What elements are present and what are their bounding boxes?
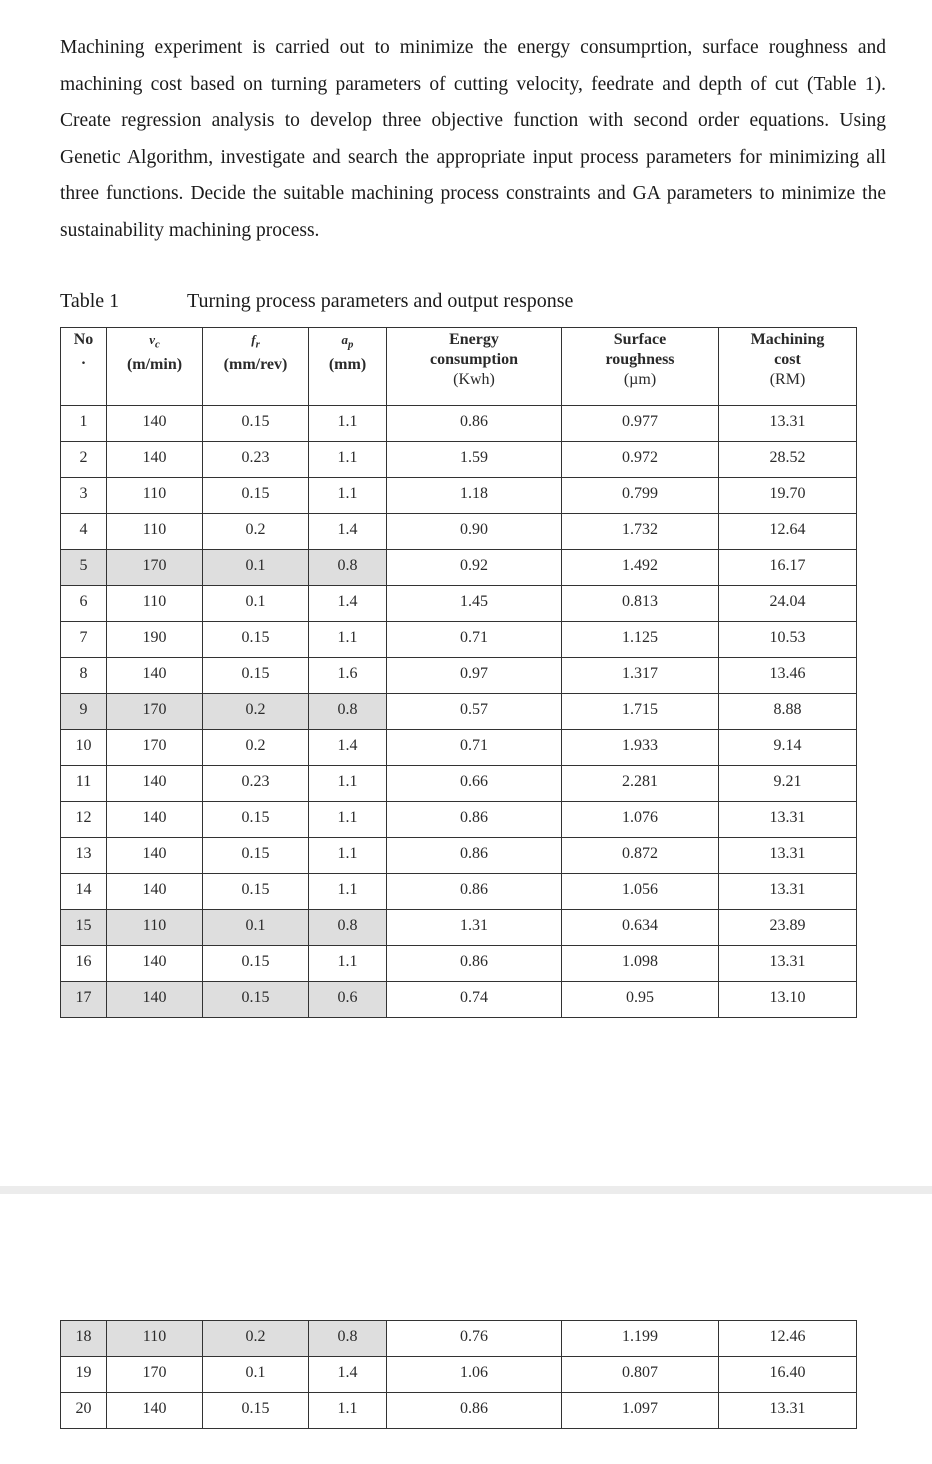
cell-roughness: 1.933 bbox=[562, 730, 719, 766]
cell-cost: 13.31 bbox=[719, 802, 857, 838]
table-row bbox=[61, 1321, 857, 1357]
cell-ap: 1.6 bbox=[309, 658, 387, 694]
table-row bbox=[61, 982, 857, 1018]
cell-no: 1 bbox=[61, 406, 107, 442]
cell-no: 9 bbox=[61, 694, 107, 730]
cell-no: 19 bbox=[61, 1357, 107, 1393]
vc-symbol: $v_c$ bbox=[149, 332, 160, 351]
cell-no: 15 bbox=[61, 910, 107, 946]
cell-no: 20 bbox=[61, 1393, 107, 1429]
cell-vc: 110 bbox=[107, 910, 203, 946]
cell-cost: 8.88 bbox=[719, 694, 857, 730]
cell-vc: 110 bbox=[107, 478, 203, 514]
fr-symbol: $f_r$ bbox=[251, 332, 260, 351]
cell-ap: 1.4 bbox=[309, 514, 387, 550]
cell-vc: 140 bbox=[107, 838, 203, 874]
cell-roughness: 0.813 bbox=[562, 586, 719, 622]
cell-ap: 1.4 bbox=[309, 730, 387, 766]
cell-fr: 0.15 bbox=[203, 838, 309, 874]
cell-ap: 1.1 bbox=[309, 838, 387, 874]
cell-cost: 12.46 bbox=[719, 1321, 857, 1357]
cell-vc: 110 bbox=[107, 586, 203, 622]
cell-cost: 28.52 bbox=[719, 442, 857, 478]
cell-cost: 19.70 bbox=[719, 478, 857, 514]
cell-no: 7 bbox=[61, 622, 107, 658]
cell-energy: 0.71 bbox=[387, 622, 562, 658]
cell-roughness: 0.977 bbox=[562, 406, 719, 442]
header-feedrate: $f_r$ (mm/rev) bbox=[203, 328, 309, 406]
table-row bbox=[61, 586, 857, 622]
cell-energy: 0.57 bbox=[387, 694, 562, 730]
cell-fr: 0.15 bbox=[203, 802, 309, 838]
cell-cost: 13.31 bbox=[719, 1393, 857, 1429]
cell-ap: 0.6 bbox=[309, 982, 387, 1018]
cell-vc: 140 bbox=[107, 442, 203, 478]
cell-vc: 170 bbox=[107, 730, 203, 766]
header-depth-of-cut: $a_p$ (mm) bbox=[309, 328, 387, 406]
table-row bbox=[61, 694, 857, 730]
cell-roughness: 1.199 bbox=[562, 1321, 719, 1357]
cell-no: 14 bbox=[61, 874, 107, 910]
cell-vc: 140 bbox=[107, 946, 203, 982]
cell-energy: 0.86 bbox=[387, 946, 562, 982]
table-row bbox=[61, 1357, 857, 1393]
cell-fr: 0.2 bbox=[203, 730, 309, 766]
cell-energy: 0.86 bbox=[387, 802, 562, 838]
cell-vc: 140 bbox=[107, 766, 203, 802]
cell-energy: 0.90 bbox=[387, 514, 562, 550]
table-row bbox=[61, 1393, 857, 1429]
cell-cost: 13.46 bbox=[719, 658, 857, 694]
cell-cost: 9.14 bbox=[719, 730, 857, 766]
cell-fr: 0.1 bbox=[203, 910, 309, 946]
cell-roughness: 2.281 bbox=[562, 766, 719, 802]
cell-energy: 0.66 bbox=[387, 766, 562, 802]
cell-roughness: 1.056 bbox=[562, 874, 719, 910]
results-table-continued bbox=[60, 1320, 857, 1429]
table-row bbox=[61, 478, 857, 514]
cell-fr: 0.15 bbox=[203, 946, 309, 982]
table-row bbox=[61, 874, 857, 910]
cell-energy: 0.76 bbox=[387, 1321, 562, 1357]
cell-fr: 0.15 bbox=[203, 478, 309, 514]
cell-cost: 13.31 bbox=[719, 874, 857, 910]
cell-ap: 1.1 bbox=[309, 946, 387, 982]
cell-vc: 140 bbox=[107, 802, 203, 838]
table-row bbox=[61, 622, 857, 658]
cell-energy: 0.74 bbox=[387, 982, 562, 1018]
cell-ap: 1.4 bbox=[309, 586, 387, 622]
cell-no: 8 bbox=[61, 658, 107, 694]
results-table bbox=[60, 327, 857, 1018]
cell-roughness: 0.872 bbox=[562, 838, 719, 874]
cell-ap: 1.1 bbox=[309, 622, 387, 658]
cell-ap: 1.4 bbox=[309, 1357, 387, 1393]
cell-fr: 0.15 bbox=[203, 1393, 309, 1429]
cell-energy: 1.06 bbox=[387, 1357, 562, 1393]
table-label: Table 1 bbox=[60, 290, 120, 312]
cell-ap: 1.1 bbox=[309, 442, 387, 478]
cell-energy: 0.86 bbox=[387, 406, 562, 442]
table-row bbox=[61, 910, 857, 946]
cell-roughness: 1.097 bbox=[562, 1393, 719, 1429]
cell-energy: 1.59 bbox=[387, 442, 562, 478]
header-cost: Machining cost (RM) bbox=[719, 328, 857, 406]
table-row bbox=[61, 406, 857, 442]
cell-roughness: 1.125 bbox=[562, 622, 719, 658]
cell-ap: 1.1 bbox=[309, 802, 387, 838]
cell-fr: 0.15 bbox=[203, 658, 309, 694]
cell-vc: 170 bbox=[107, 1357, 203, 1393]
cell-vc: 140 bbox=[107, 1393, 203, 1429]
cell-no: 12 bbox=[61, 802, 107, 838]
cell-fr: 0.1 bbox=[203, 550, 309, 586]
cell-vc: 110 bbox=[107, 1321, 203, 1357]
cell-fr: 0.23 bbox=[203, 442, 309, 478]
cell-no: 18 bbox=[61, 1321, 107, 1357]
cell-ap: 1.1 bbox=[309, 406, 387, 442]
table-row bbox=[61, 550, 857, 586]
cell-no: 10 bbox=[61, 730, 107, 766]
cell-cost: 23.89 bbox=[719, 910, 857, 946]
cell-roughness: 0.799 bbox=[562, 478, 719, 514]
table-row bbox=[61, 802, 857, 838]
cell-fr: 0.15 bbox=[203, 982, 309, 1018]
header-energy: Energy consumption (Kwh) bbox=[387, 328, 562, 406]
table-row bbox=[61, 658, 857, 694]
cell-roughness: 0.95 bbox=[562, 982, 719, 1018]
cell-vc: 140 bbox=[107, 982, 203, 1018]
cell-no: 5 bbox=[61, 550, 107, 586]
cell-fr: 0.23 bbox=[203, 766, 309, 802]
header-cutting-velocity: $v_c$ (m/min) bbox=[107, 328, 203, 406]
cell-ap: 1.1 bbox=[309, 766, 387, 802]
cell-roughness: 0.807 bbox=[562, 1357, 719, 1393]
cell-roughness: 1.098 bbox=[562, 946, 719, 982]
table-row bbox=[61, 514, 857, 550]
cell-ap: 0.8 bbox=[309, 910, 387, 946]
page-break bbox=[0, 1186, 932, 1194]
cell-no: 17 bbox=[61, 982, 107, 1018]
cell-energy: 0.71 bbox=[387, 730, 562, 766]
cell-energy: 1.18 bbox=[387, 478, 562, 514]
table-row bbox=[61, 730, 857, 766]
cell-cost: 13.31 bbox=[719, 838, 857, 874]
problem-statement: Machining experiment is carried out to minimize the energy consumprtion, surface roughness and machining cost based on turning parameters of cutting velocity, feedrate and depth of cut (Table 1). Create regression analysis to develop three objective function with second order equations. Using Genetic Algorithm, investigate and search the appropriate input process parameters for minimizing all three functions. Decide the suitable machining process constraints and GA parameters to minimize the sustainability machining process. bbox=[60, 37, 886, 241]
cell-energy: 0.86 bbox=[387, 874, 562, 910]
table-body bbox=[61, 406, 857, 1018]
cell-energy: 0.86 bbox=[387, 838, 562, 874]
cell-ap: 1.1 bbox=[309, 478, 387, 514]
cell-cost: 16.17 bbox=[719, 550, 857, 586]
cell-vc: 190 bbox=[107, 622, 203, 658]
cell-roughness: 0.634 bbox=[562, 910, 719, 946]
cell-roughness: 1.732 bbox=[562, 514, 719, 550]
header-roughness: Surface roughness (µm) bbox=[562, 328, 719, 406]
cell-no: 4 bbox=[61, 514, 107, 550]
cell-cost: 13.31 bbox=[719, 946, 857, 982]
cell-fr: 0.2 bbox=[203, 514, 309, 550]
cell-roughness: 1.492 bbox=[562, 550, 719, 586]
cell-vc: 140 bbox=[107, 658, 203, 694]
cell-fr: 0.1 bbox=[203, 1357, 309, 1393]
cell-cost: 13.31 bbox=[719, 406, 857, 442]
cell-vc: 170 bbox=[107, 694, 203, 730]
cell-no: 3 bbox=[61, 478, 107, 514]
cell-ap: 1.1 bbox=[309, 1393, 387, 1429]
cell-roughness: 1.317 bbox=[562, 658, 719, 694]
cell-fr: 0.2 bbox=[203, 694, 309, 730]
cell-energy: 0.86 bbox=[387, 1393, 562, 1429]
table-row bbox=[61, 946, 857, 982]
cell-ap: 0.8 bbox=[309, 550, 387, 586]
table-row bbox=[61, 838, 857, 874]
cell-roughness: 0.972 bbox=[562, 442, 719, 478]
cell-roughness: 1.715 bbox=[562, 694, 719, 730]
cell-no: 13 bbox=[61, 838, 107, 874]
cell-vc: 140 bbox=[107, 406, 203, 442]
cell-vc: 140 bbox=[107, 874, 203, 910]
cell-no: 2 bbox=[61, 442, 107, 478]
table-header-row bbox=[61, 328, 857, 406]
cell-cost: 16.40 bbox=[719, 1357, 857, 1393]
cell-energy: 0.97 bbox=[387, 658, 562, 694]
cell-ap: 0.8 bbox=[309, 694, 387, 730]
cell-cost: 12.64 bbox=[719, 514, 857, 550]
header-no: No . bbox=[61, 328, 107, 406]
cell-energy: 1.45 bbox=[387, 586, 562, 622]
cell-vc: 110 bbox=[107, 514, 203, 550]
cell-vc: 170 bbox=[107, 550, 203, 586]
cell-cost: 9.21 bbox=[719, 766, 857, 802]
cell-energy: 1.31 bbox=[387, 910, 562, 946]
cell-no: 11 bbox=[61, 766, 107, 802]
cell-fr: 0.2 bbox=[203, 1321, 309, 1357]
cell-no: 6 bbox=[61, 586, 107, 622]
cell-fr: 0.1 bbox=[203, 586, 309, 622]
cell-ap: 0.8 bbox=[309, 1321, 387, 1357]
table-row bbox=[61, 766, 857, 802]
cell-no: 16 bbox=[61, 946, 107, 982]
table-body-continued bbox=[61, 1321, 857, 1429]
cell-cost: 24.04 bbox=[719, 586, 857, 622]
cell-roughness: 1.076 bbox=[562, 802, 719, 838]
cell-fr: 0.15 bbox=[203, 406, 309, 442]
cell-ap: 1.1 bbox=[309, 874, 387, 910]
table-title: Turning process parameters and output response bbox=[187, 290, 574, 312]
cell-fr: 0.15 bbox=[203, 622, 309, 658]
ap-symbol: $a_p$ bbox=[341, 332, 354, 351]
cell-energy: 0.92 bbox=[387, 550, 562, 586]
cell-cost: 13.10 bbox=[719, 982, 857, 1018]
cell-cost: 10.53 bbox=[719, 622, 857, 658]
cell-fr: 0.15 bbox=[203, 874, 309, 910]
table-row bbox=[61, 442, 857, 478]
